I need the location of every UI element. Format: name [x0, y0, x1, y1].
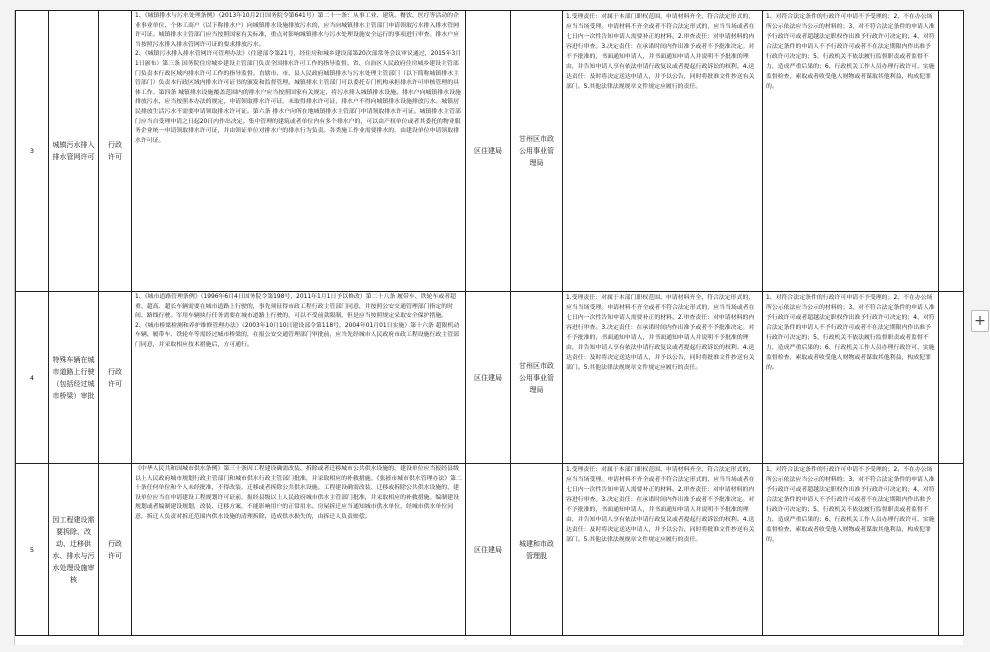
department: 区住建局 [466, 292, 511, 464]
responsibility: 1.受理责任：对属于本部门职权范围、申请材料齐全、符合法定形式的，应当当场受理。申请材料不齐全或者不符合法定形式的，应当当场或者在七日内一次性告知申请人需要补正的材料。2.审查责任：对申请材料的内容进行审查。3.决定责任：在承诺时间内作出准予或者不予批准决定。对不予批准的，书面通知申请人，并书面通知申请人并说明不予批准的理由，并告知申请人享有依法申请行政复议或者提起行政诉讼的权利。4.送达责任：及时将决定送达申请人，并予以公告，同时将批准文件抄送有关部门。5.其他法律法规规章文件规定应履行的责任。 [563, 11, 763, 292]
responsibility: 1.受理责任：对属于本部门职权范围、申请材料齐全、符合法定形式的，应当当场受理。申请材料不齐全或者不符合法定形式的，应当当场或者在七日内一次性告知申请人需要补正的材料。2.审查责任：对申请材料的内容进行审查。3.决定责任：在承诺时间内作出准予或者不予批准决定。对不予批准的，书面通知申请人，并书面通知申请人并说明不予批准的理由，并告知申请人享有依法申请行政复议或者提起行政诉讼的权利。4.送达责任：及时将决定送达申请人，并予以公告，同时将批准文件抄送有关部门。5.其他法律法规规章文件规定应履行的责任。 [563, 292, 763, 464]
legal-basis-item: 1、《城镇排水与污水处理条例》（2013年10月2日国务院令第641号）第二十一条：从事工业、建筑、餐饮、医疗等活动的企业事业单位、个体工商户（以下称排水户）向城镇排水设施排放污水的，应当向城镇排水主管部门申请领取污水排入排水管网许可证。城镇排水主管部门应当按照国家有关标准，重点对影响城镇排水与污水处理设施安全运行的事项进行审查。排水户应当按照污水排入排水管网许可证的要求排放污水。 [135, 13, 459, 48]
row-index: 5 [16, 464, 49, 636]
document-page [14, 10, 963, 645]
legal-basis [132, 11, 466, 292]
power-list-table [15, 10, 964, 636]
implementing-org: 城建和市政管理股 [511, 464, 563, 636]
legal-basis-item: 2、《城市桥梁检测和养护维修管理办法》（2003年10月10日建设部令第118号，2004年01月01日实施）第十六条 超限机动车辆、履带车、铁轮车等需经过城市桥梁的，在报公安交通管理部门审批前，应当先经城市人民政府市政工程设施行政主管部门同意，并采取相应技术措施后，方可通行。 [135, 322, 460, 348]
item-type: 行政许可 [99, 464, 132, 636]
implementing-org: 甘州区市政公用事业管理局 [511, 11, 563, 292]
add-icon[interactable]: + [971, 310, 989, 332]
responsibility: 1.受理责任：对属于本部门职权范围、申请材料齐全、符合法定形式的，应当当场受理。申请材料不齐全或者不符合法定形式的，应当当场或者在七日内一次性告知申请人需要补正的材料。2.审查责任：对申请材料的内容进行审查。3.决定责任：在承诺时间内作出准予或者不予批准决定。对不予批准的，书面通知申请人，并书面通知申请人并说明不予批准的理由，并告知申请人享有依法申请行政复议或者提起行政诉讼的权利。4.送达责任：及时将决定送达申请人，并予以公告，同时将批准文件抄送有关部门。5.其他法律法规规章文件规定应履行的责任。 [563, 464, 763, 636]
table-row [16, 11, 964, 292]
implementing-org: 甘州区市政公用事业管理局 [511, 292, 563, 464]
row-index: 3 [16, 11, 49, 292]
legal-basis [132, 292, 466, 464]
legal-basis-item: 《中华人民共和国城市供水条例》第三十条因工程建设确需改装、拆除或者迁移城市公共供水设施的，建设单位应当报经县级以上人民政府城市规划行政主管部门和城市供水行政主管部门批准，并采取相应的补救措施。《张掖市城市供水管理办法》第二十条任何单位和个人未经批准，不得改装、迁移或者拆除公共供水设施。工程建设确需改装、迁移或拆除公共供水设施的，建设单位应当在申请建设工程规划许可证前，报经县级以上人民政府城市供水主管部门批准，并采取相应的补救措施。编制建设规划或者编制建设规划，改装、迁移方案，不能影响用户的正常用水。房屋拆迁应当通知城市供水单位，经城市供水单位同意，拆迁人负责对拆迁范围内供水设施的清理拆除，造成供水损失的，由拆迁人负责赔偿。 [135, 466, 462, 520]
remark [939, 292, 964, 464]
legal-basis [132, 464, 466, 636]
table-row [16, 464, 964, 636]
legal-basis-item: 1、《城市道路管理条例》（1996年6月4日国务院令第198号，2011年1月1日予以修改）第二十八条 履带车、铁轮车或者超重、超高、超长车辆需要在城市道路上行驶的，事先须征得市政工程行政主管部门同意，并按照公安交通管理部门指定的时间、路线行驶。军用车辆执行任务需要在城市道路上行驶的，可以不受前款限制，但是应当按照规定采取安全保护措施。 [135, 294, 457, 320]
remark [939, 464, 964, 636]
table-row [16, 292, 964, 464]
department: 区住建局 [466, 11, 511, 292]
item-type: 行政许可 [99, 292, 132, 464]
item-name: 因工程建设需要拆除、改动、迁移供水、排水与污水处理设施审核 [49, 464, 99, 636]
remark [939, 11, 964, 292]
item-name: 特殊车辆在城市道路上行驶（包括经过城市桥梁）审批 [49, 292, 99, 464]
row-index: 4 [16, 292, 49, 464]
accountability: 1、对符合法定条件的行政许可申请不予受理的；2、不在办公场所公示依法应当公示的材料的；3、对不符合法定条件的申请人准予行政许可或者超越法定职权作出准予行政许可决定的；4、对符合法定条件的申请人不予行政许可或者不在法定期限内作出准予行政许可决定的；5、行政机关不依法履行监督职责或者监督不力，造成严重后果的；6、行政机关工作人员办理行政许可、实施监督检查，索取或者收受他人财物或者谋取其他利益，构成犯罪的。 [763, 11, 939, 292]
item-name: 城镇污水排入排水管网许可 [49, 11, 99, 292]
department: 区住建局 [466, 464, 511, 636]
accountability: 1、对符合法定条件的行政许可申请不予受理的；2、不在办公场所公示依法应当公示的材料的；3、对不符合法定条件的申请人准予行政许可或者超越法定职权作出准予行政许可决定的；4、对符合法定条件的申请人不予行政许可或者不在法定期限内作出准予行政许可决定的；5、行政机关不依法履行监督职责或者监督不力，造成严重后果的；6、行政机关工作人员办理行政许可、实施监督检查，索取或者收受他人财物或者谋取其他利益，构成犯罪的。 [763, 292, 939, 464]
legal-basis-item: 2、《城镇污水排入排水管网许可管理办法》（住建部令第21号，经住房和城乡建设部第20次部常务会议审议通过，2015年3月1日颁布）第三条 国务院住房城乡建设主管部门负责全国排水许可工作的指导监督。省、自治区人民政府住房城乡建设主管部门负责本行政区域内排水许可工作的指导监督。直辖市、市、县人民政府城镇排水与污水处理主管部门（以下简称城镇排水主管部门）负责本行政区域内排水许可证书的颁发和监督管理。城镇排水主管部门可以委托专门机构承担排水许可审核管理的具体工作。第四条 城镇排水设施覆盖范围内的排水户应当按照国家有关规定，将污水排入城镇排水设施。排水户向城镇排水设施排放污水，应当按照本办法的规定，申请领取排水许可证。未取得排水许可证，排水户不得向城镇排水设施排放污水。城镇居民排放生活污水不需要申请领取排水许可证。第六条 排水户向所在地城镇排水主管部门申请领取排水许可证。城镇排水主管部门应当自受理申请之日起20日内作出决定。集中管理的建筑或者单位内有多个排水户的，可以由产权单位或者其委托的物业服务企业统一申请领取排水许可证，并由领证单位对排水户的排水行为负责。各类施工作业需要排水的，由建设单位申请领取排水许可证。 [135, 51, 462, 144]
accountability: 1、对符合法定条件的行政许可申请不予受理的；2、不在办公场所公示依法应当公示的材料的；3、对不符合法定条件的申请人准予行政许可或者超越法定职权作出准予行政许可决定的；4、对符合法定条件的申请人不予行政许可或者不在法定期限内作出准予行政许可决定的；5、行政机关不依法履行监督职责或者监督不力，造成严重后果的；6、行政机关工作人员办理行政许可、实施监督检查，索取或者收受他人财物或者谋取其他利益，构成犯罪的。 [763, 464, 939, 636]
item-type: 行政许可 [99, 11, 132, 292]
